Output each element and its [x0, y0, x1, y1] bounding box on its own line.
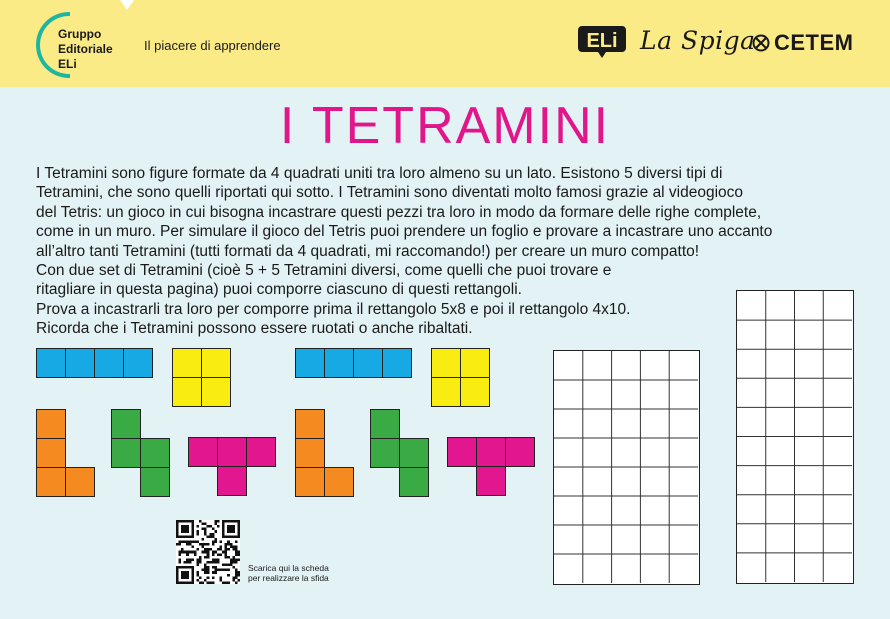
eli-logo [576, 22, 628, 65]
brand-name [58, 27, 113, 72]
header-notch [120, 0, 134, 10]
intro-text [36, 164, 856, 339]
cetem-mark-icon [752, 34, 770, 52]
text-line: all’altro tanti Tetramini (tutti formati da 4 quadrati, mi raccomando!) per creare un muro compatto! [36, 242, 700, 260]
text-line: Prova a incastrarli tra loro per comporre prima il rettangolo 5x8 e poi il rettangolo 4x10. [36, 300, 631, 318]
qr-code[interactable] [176, 520, 240, 589]
grid-lines [737, 291, 855, 585]
eli-logo-text: ELi [586, 30, 618, 52]
cetem-logo-text: CETEM [774, 30, 854, 55]
brand-line-3: ELi [58, 57, 77, 71]
text-line: Ricorda che i Tetramini possono essere ruotati o anche ribaltati. [36, 320, 473, 338]
brand-slogan: Il piacere di apprendere [144, 38, 281, 53]
grid-rectangle-4x10 [736, 290, 854, 584]
text-line: del Tetris: un gioco in cui bisogna incastrare questi pezzi tra loro in modo da formare delle righe complete, [36, 203, 762, 221]
text-line: ritagliare in questa pagina) puoi comporre ciascuno di questi rettangoli. [36, 281, 522, 299]
text-line: Con due set di Tetramini (cioè 5 + 5 Tetramini diversi, come quelli che puoi trovare e [36, 262, 612, 280]
page-title: I TETRAMINI [279, 97, 611, 155]
qr-caption-line-1: Scarica qui la scheda [248, 563, 329, 573]
qr-caption [248, 563, 329, 583]
la-spiga-logo: La Spiga [640, 26, 756, 55]
text-line: Tetramini, che sono quelli riportati qui sotto. I Tetramini sono diventati molto famosi grazie al videogioco [36, 184, 744, 202]
grid-rectangle-5x8 [553, 350, 700, 585]
text-line: I Tetramini sono figure formate da 4 quadrati uniti tra loro almeno su un lato. Esistono 5 diversi tipi di [36, 165, 723, 182]
grid-lines [554, 351, 701, 586]
brand-line-1: Gruppo [58, 27, 102, 41]
text-line: come in un muro. Per simulare il gioco del Tetris puoi prendere un foglio e provare a incastrare uno accanto [36, 223, 773, 241]
qr-caption-line-2: per realizzare la sfida [248, 573, 329, 583]
brand-line-2: Editoriale [58, 42, 113, 56]
cetem-logo [752, 30, 854, 56]
